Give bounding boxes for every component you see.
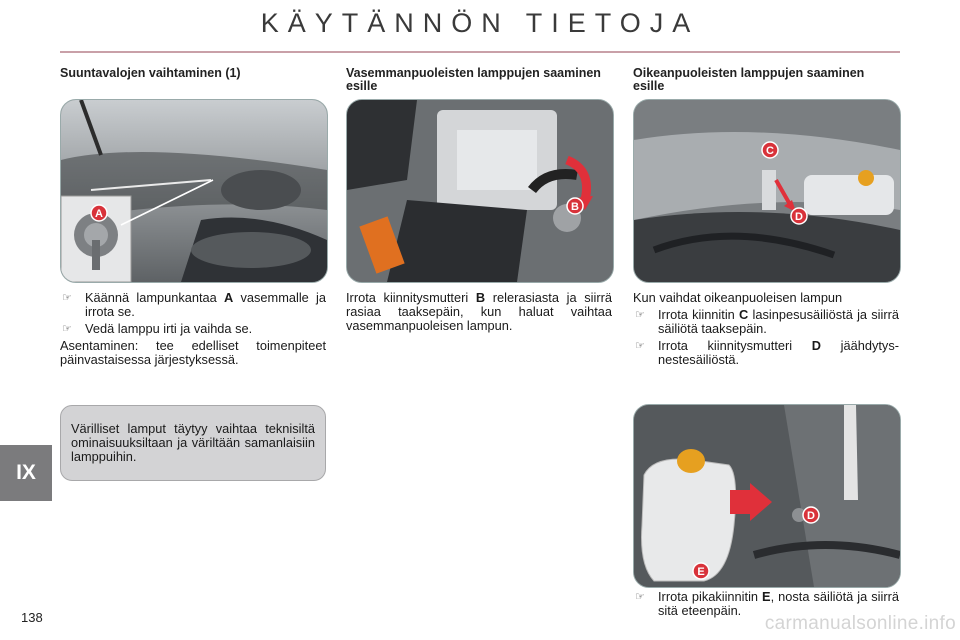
photo-relay-box — [346, 99, 614, 283]
pointing-finger-icon: ☞ — [62, 323, 72, 335]
photo-turn-signal-bulb — [60, 99, 328, 283]
col2-text — [346, 291, 612, 336]
page-number: 138 — [21, 610, 43, 625]
pointing-finger-icon: ☞ — [635, 591, 645, 603]
pointing-finger-icon: ☞ — [62, 292, 72, 304]
instruction-item: ☞ Vedä lamppu irti ja vaihda se. — [62, 321, 253, 336]
pointing-finger-icon: ☞ — [635, 309, 645, 321]
intro-text: Kun vaihdat oikeanpuoleisen lampun — [633, 290, 843, 305]
callout-b-label: B — [571, 201, 579, 213]
info-note: Värilliset lamput täytyy vaihtaa teknisiltä ominaisuuksiltaan ja väriltään samanlaisiin lamppuihin. — [60, 405, 326, 481]
callout-a-label: A — [95, 208, 103, 220]
instruction-item: ☞ Irrota kiinnitysmutteri D jäähdytysnestesäiliöstä. — [635, 338, 899, 367]
photo-washer-reservoir — [633, 99, 901, 283]
title-rule — [60, 51, 900, 53]
col1-text — [60, 291, 326, 370]
callout-d-label: D — [795, 211, 803, 223]
callout-d-2-label: D — [807, 510, 815, 522]
relay-box-instruction: Irrota kiinnitysmutteri B relerasiasta ja siirrä rasiaa taaksepäin, kun haluat vaihtaa vasemmanpuoleisen lampun. — [346, 290, 612, 333]
callout-e-label: E — [697, 566, 705, 578]
section-heading-right-lamps: Oikeanpuoleisten lamppujen saaminen esille — [633, 66, 865, 93]
section-heading-left-lamps: Vasemmanpuoleisten lamppujen saaminen esille — [346, 66, 601, 93]
page-title: KÄYTÄNNÖN TIETOJA — [260, 8, 700, 38]
col3-text — [633, 291, 899, 370]
watermark: carmanualsonline.info — [764, 613, 956, 634]
section-heading-turn-signal: Suuntavalojen vaihtaminen (1) — [60, 66, 241, 80]
photo-coolant-reservoir — [633, 404, 901, 588]
callout-c-label: C — [766, 145, 774, 157]
pointing-finger-icon: ☞ — [635, 340, 645, 352]
instruction-item: ☞ Irrota kiinnitin C lasinpesusäiliöstä ja siirrä säiliötä taaksepäin. — [635, 307, 899, 336]
instruction-item: ☞ Irrota pikakiinnitin E, nosta säiliötä ja siirrä sitä eteenpäin. — [635, 589, 899, 618]
instruction-item: ☞ Käännä lampunkantaa A vasemmalle ja irrota se. — [62, 290, 326, 319]
chapter-tab: IX — [0, 445, 52, 501]
reassembly-text: Asentaminen: tee edelliset toimenpiteet päinvastaisessa järjestyksessä. — [60, 338, 326, 367]
